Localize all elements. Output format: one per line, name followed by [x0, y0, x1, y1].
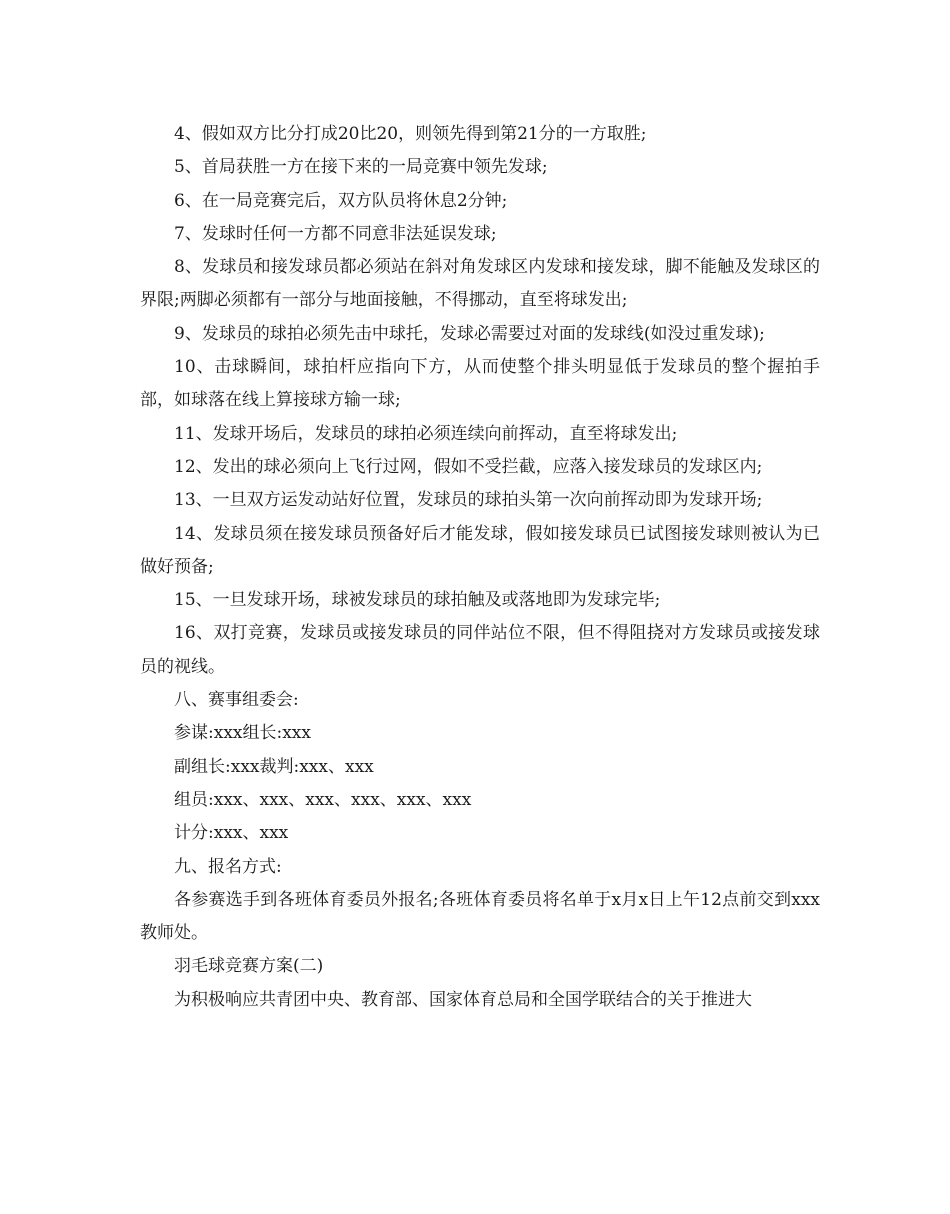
plan-two-title: 羽毛球竞赛方案(二)	[174, 956, 324, 977]
document-body	[140, 118, 820, 1017]
registration-details: 各参赛选手到各班体育委员外报名;各班体育委员将名单于x月x日上午12点前交到xxx教师处。	[140, 889, 820, 944]
committee-advisor-leader: 参谋:xxx组长:xxx	[174, 723, 311, 744]
rule-16: 16、双打竞赛，发球员或接发球员的同伴站位不限，但不得阻挠对方发球员或接发球员的视线。	[140, 623, 820, 677]
rule-11: 11、发球开场后，发球员的球拍必须连续向前挥动，直至将球发出;	[174, 423, 678, 444]
rule-12: 12、发出的球必须向上飞行过网，假如不受拦截，应落入接发球员的发球区内;	[174, 456, 763, 477]
rule-4: 4、假如双方比分打成20比20，则领先得到第21分的一方取胜;	[174, 124, 647, 144]
rule-10: 10、击球瞬间，球拍杆应指向下方，从而使整个排头明显低于发球员的整个握拍手部，如球落在线上算接球方输一球;	[140, 357, 820, 411]
rule-14: 14、发球员须在接发球员预备好后才能发球，假如接发球员已试图接发球则被认为已做好预备;	[140, 523, 820, 577]
rule-13: 13、一旦双方运发动站好位置，发球员的球拍头第一次向前挥动即为发球开场;	[174, 490, 763, 511]
rule-7: 7、发球时任何一方都不同意非法延误发球;	[174, 223, 497, 244]
rule-15: 15、一旦发球开场，球被发球员的球拍触及或落地即为发球完毕;	[174, 590, 661, 611]
rule-9: 9、发球员的球拍必须先击中球托，发球必需要过对面的发球线(如没过重发球);	[174, 323, 765, 344]
committee-members: 组员:xxx、xxx、xxx、xxx、xxx、xxx	[174, 789, 472, 810]
rule-6: 6、在一局竞赛完后，双方队员将休息2分钟;	[174, 190, 508, 211]
rule-5: 5、首局获胜一方在接下来的一局竞赛中领先发球;	[174, 157, 548, 178]
rule-8: 8、发球员和接发球员都必须站在斜对角发球区内发球和接发球，脚不能触及发球区的界限;两脚必须都有一部分与地面接触，不得挪动，直至将球发出;	[140, 257, 820, 311]
section-heading-committee: 八、赛事组委会:	[174, 690, 299, 711]
committee-deputy-referee: 副组长:xxx裁判:xxx、xxx	[174, 756, 374, 777]
committee-scorers: 计分:xxx、xxx	[174, 823, 289, 844]
section-heading-registration: 九、报名方式:	[174, 856, 282, 877]
plan-two-intro: 为积极响应共青团中央、教育部、国家体育总局和全国学联结合的关于推进大	[174, 989, 752, 1010]
